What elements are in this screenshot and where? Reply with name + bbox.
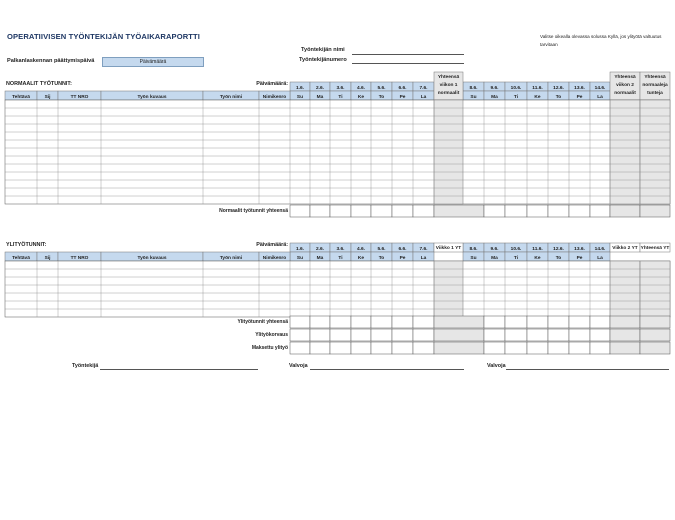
normal-column-header-text: Työn kuvaus (137, 95, 167, 100)
normal-total-cell (310, 205, 330, 217)
normal-weekday-text: Ma (491, 95, 498, 100)
overtime-summary-cell (527, 316, 548, 328)
overtime-summary-cell (640, 342, 670, 354)
normal-date-label-text: 10.6. (510, 86, 522, 91)
normal-date-label-text: 5.6. (377, 86, 386, 91)
overtime-date-label-text: 11.6. (532, 247, 543, 252)
overtime-column-header-text: Tehtävä (12, 256, 30, 261)
normal-total-cell (505, 205, 527, 217)
normal-total-column (434, 100, 463, 204)
overtime-weekday-text: Su (296, 256, 304, 261)
normal-week1-total-header-text: viikon 1 (439, 83, 458, 88)
overtime-date-label-text: 3.6. (336, 247, 345, 252)
normal-total-cell (640, 205, 670, 217)
overtime-summary-cell (371, 316, 392, 328)
overtime-summary-cell (610, 342, 640, 354)
overtime-summary-cell (413, 329, 434, 341)
overtime-date-label-text: 5.6. (377, 247, 386, 252)
overtime-summary-cell (590, 329, 610, 341)
normal-column-header-text: Työn nimi (219, 95, 243, 100)
pay-period-field[interactable]: Päivämäärä (102, 57, 204, 67)
pay-period-label: Palkanlaskennan päättymispäivä (7, 58, 95, 64)
overtime-summary-cell (505, 329, 527, 341)
overtime-date-label-text: 7.6. (419, 247, 428, 252)
overtime-summary-cell (434, 329, 484, 341)
normal-weekday-text: La (420, 95, 427, 100)
overtime-summary-cell (351, 342, 371, 354)
overtime-summary-cell (330, 316, 351, 328)
overtime-weekday-text: La (597, 256, 603, 261)
signature-label-supervisor-2: Valvoja (487, 363, 506, 369)
overtime-date-label-text: 12.6. (553, 247, 564, 252)
normal-total-cell (413, 205, 434, 217)
overtime-weekday-text: Ti (338, 256, 343, 261)
normal-week2-total-header-text: Yhteensä (614, 75, 636, 80)
overtime-summary-cell (413, 316, 434, 328)
overtime-body (5, 261, 670, 317)
normal-column-header-text: TT NRO (70, 95, 89, 100)
normal-week2-total-header-text: normaalit (614, 91, 636, 96)
overtime-weekday-text: To (378, 256, 385, 261)
overtime-summary-cell (484, 316, 505, 328)
normal-weekday-text: Ti (338, 95, 343, 100)
normal-date-label-text: 13.6. (574, 86, 585, 91)
overtime-summary-cell (484, 329, 505, 341)
overtime-summary-cell (527, 329, 548, 341)
overtime-weekday-text: Ti (513, 256, 519, 261)
overtime-weekday-text: Ke (534, 256, 541, 261)
employee-name-label: Työntekijän nimi (301, 47, 345, 53)
employee-number-label: Työntekijänumero (299, 57, 347, 63)
signature-line-supervisor-2[interactable] (506, 369, 669, 370)
overtime-summary-cell (310, 342, 330, 354)
overtime-summary-label: Ylityötunnit yhteensä (237, 319, 288, 325)
overtime-total-column (610, 261, 640, 317)
overtime-column-header-text: Sij (44, 256, 51, 261)
normal-total-cell (484, 205, 505, 217)
normal-section-label: NORMAALIT TYÖTUNNIT: (6, 81, 72, 87)
normal-total-cell (330, 205, 351, 217)
normal-weekday-text: Ke (534, 95, 541, 100)
normal-body (5, 100, 670, 204)
overtime-summary-cell (371, 329, 392, 341)
overtime-summary-cell (290, 316, 310, 328)
overtime-weekday-text: La (420, 256, 427, 261)
normal-date-label-text: 2.6. (315, 86, 325, 91)
page-title: OPERATIIVISEN TYÖNTEKIJÄN TYÖAIKARAPORTTI (7, 32, 200, 41)
normal-date-label-text: 6.6. (398, 86, 407, 91)
overtime-summary-cell (548, 329, 569, 341)
overtime-summary-cell (371, 342, 392, 354)
normal-date-label: Päivämäärä: (256, 81, 288, 87)
overtime-summary-cell (610, 316, 640, 328)
overtime-weekday-text: Ma (491, 256, 498, 261)
overtime-grand-total-header-text: Yhteensä YT (640, 246, 670, 251)
overtime-weekday-text: Ke (357, 256, 365, 261)
normal-total-cell (569, 205, 590, 217)
overtime-summary-cell (569, 316, 590, 328)
signature-line-employee[interactable] (100, 369, 258, 370)
overtime-summary-cell (310, 316, 330, 328)
overtime-date-label-text: 14.6. (594, 247, 606, 252)
overtime-summary-cell (484, 342, 505, 354)
overtime-summary-cell (610, 329, 640, 341)
overtime-column-header-text: Nimikenro (262, 256, 287, 261)
normal-date-label-text: 1.6. (295, 86, 305, 91)
normal-weekday-text: To (378, 95, 385, 100)
normal-total-cell (371, 205, 392, 217)
normal-weekday-text: To (555, 95, 562, 100)
overtime-total-column (640, 261, 670, 317)
overtime-summary-cell (392, 316, 413, 328)
hint-text: Valitse oikealla olevassa solussa Kyllä, jos ylityötä valtuutus tarvitaan (540, 34, 662, 47)
overtime-summary-cell (548, 316, 569, 328)
overtime-weekday-text: Su (470, 256, 477, 261)
overtime-column-header-text: TT NRO (70, 256, 89, 261)
normal-weekday-text: Pe (399, 95, 406, 100)
overtime-weekday-text: Pe (399, 256, 406, 261)
overtime-summary-label: Ylityökorvaus (255, 332, 288, 338)
overtime-date-label-text: 10.6. (510, 247, 522, 252)
overtime-date-label-text: 1.6. (295, 247, 305, 252)
overtime-summary-cell (310, 329, 330, 341)
signature-line-supervisor-1[interactable] (310, 369, 464, 370)
normal-date-label-text: 9.6. (490, 86, 499, 91)
normal-total-column (610, 100, 640, 204)
normal-total-cell (590, 205, 610, 217)
normal-total-cell (527, 205, 548, 217)
normal-weekday-text: Su (296, 95, 304, 100)
overtime-summary-cell (392, 342, 413, 354)
overtime-date-label: Päivämäärä: (256, 242, 288, 248)
normal-grand-total-header-text: normaaleja (642, 83, 668, 88)
normal-total-row-label: Normaalit työtunnit yhteensä (219, 208, 288, 214)
overtime-date-label-text: 2.6. (315, 247, 325, 252)
normal-week1-total-header-text: Yhteensä (437, 75, 460, 80)
normal-weekday-text: Ke (357, 95, 365, 100)
overtime-summary-cell (392, 329, 413, 341)
overtime-week2-total-header-text: Viikko 2 YT (612, 246, 638, 251)
overtime-week1-total-header-text: Viikko 1 YT (435, 246, 462, 251)
normal-weekday-text: La (597, 95, 603, 100)
signature-label-employee: Työntekijä (72, 363, 99, 369)
normal-total-cell (434, 205, 484, 217)
normal-grand-total-header-text: Yhteensä (644, 75, 666, 80)
overtime-summary-cell (640, 329, 670, 341)
normal-weekday-text: Pe (576, 95, 583, 100)
normal-column-header-text: Nimikenro (262, 95, 287, 100)
normal-grand-total-header-text: tunteja (647, 91, 663, 96)
overtime-summary-cell (351, 316, 371, 328)
overtime-summary-cell (434, 342, 484, 354)
normal-week1-total-header-text: normaalit (437, 91, 460, 96)
overtime-total-column (434, 261, 463, 317)
normal-date-label-text: 7.6. (419, 86, 428, 91)
normal-date-label-text: 8.6. (469, 86, 478, 91)
normal-total-cell (351, 205, 371, 217)
overtime-summary-cell (330, 329, 351, 341)
overtime-date-label-text: 6.6. (398, 247, 407, 252)
overtime-summary-cell (434, 316, 484, 328)
overtime-summary-cell (290, 329, 310, 341)
overtime-column-header-text: Työn nimi (219, 256, 243, 261)
overtime-summary-cell (290, 342, 310, 354)
overtime-summary-cell (569, 342, 590, 354)
overtime-summary-cell (569, 329, 590, 341)
overtime-date-label-text: 13.6. (574, 247, 585, 252)
normal-date-label-text: 3.6. (336, 86, 345, 91)
normal-total-cell (392, 205, 413, 217)
overtime-summary-cell (505, 316, 527, 328)
normal-weekday-text: Ma (316, 95, 324, 100)
normal-date-label-text: 14.6. (594, 86, 606, 91)
normal-total-cell (610, 205, 640, 217)
overtime-weekday-text: Pe (576, 256, 583, 261)
overtime-weekday-text: To (555, 256, 562, 261)
overtime-summary-cell (413, 342, 434, 354)
overtime-summary-cell (548, 342, 569, 354)
overtime-summary-cell (351, 329, 371, 341)
normal-column-header-text: Tehtävä (12, 95, 30, 100)
normal-total-cell (548, 205, 569, 217)
normal-total-column (640, 100, 670, 204)
signature-label-supervisor-1: Valvoja (289, 363, 308, 369)
overtime-summary-cell (505, 342, 527, 354)
normal-date-label-text: 4.6. (356, 86, 366, 91)
overtime-summary-cell (590, 316, 610, 328)
normal-date-label-text: 12.6. (553, 86, 564, 91)
normal-weekday-text: Ti (513, 95, 519, 100)
normal-column-header-text: Sij (44, 95, 51, 100)
overtime-column-header-text: Työn kuvaus (137, 256, 167, 261)
overtime-date-label-text: 8.6. (469, 247, 478, 252)
normal-date-label-text: 11.6. (532, 86, 543, 91)
overtime-summary-cell (590, 342, 610, 354)
overtime-summary-cell (640, 316, 670, 328)
overtime-summary-cell (527, 342, 548, 354)
overtime-date-label-text: 4.6. (356, 247, 366, 252)
overtime-weekday-text: Ma (316, 256, 324, 261)
normal-total-cell (290, 205, 310, 217)
overtime-section-label: YLITYÖTUNNIT: (6, 242, 47, 248)
overtime-summary-label: Maksettu ylityö (251, 345, 288, 351)
normal-weekday-text: Su (470, 95, 477, 100)
overtime-summary-cell (330, 342, 351, 354)
overtime-date-label-text: 9.6. (490, 247, 499, 252)
normal-week2-total-header-text: viikon 2 (616, 83, 634, 88)
